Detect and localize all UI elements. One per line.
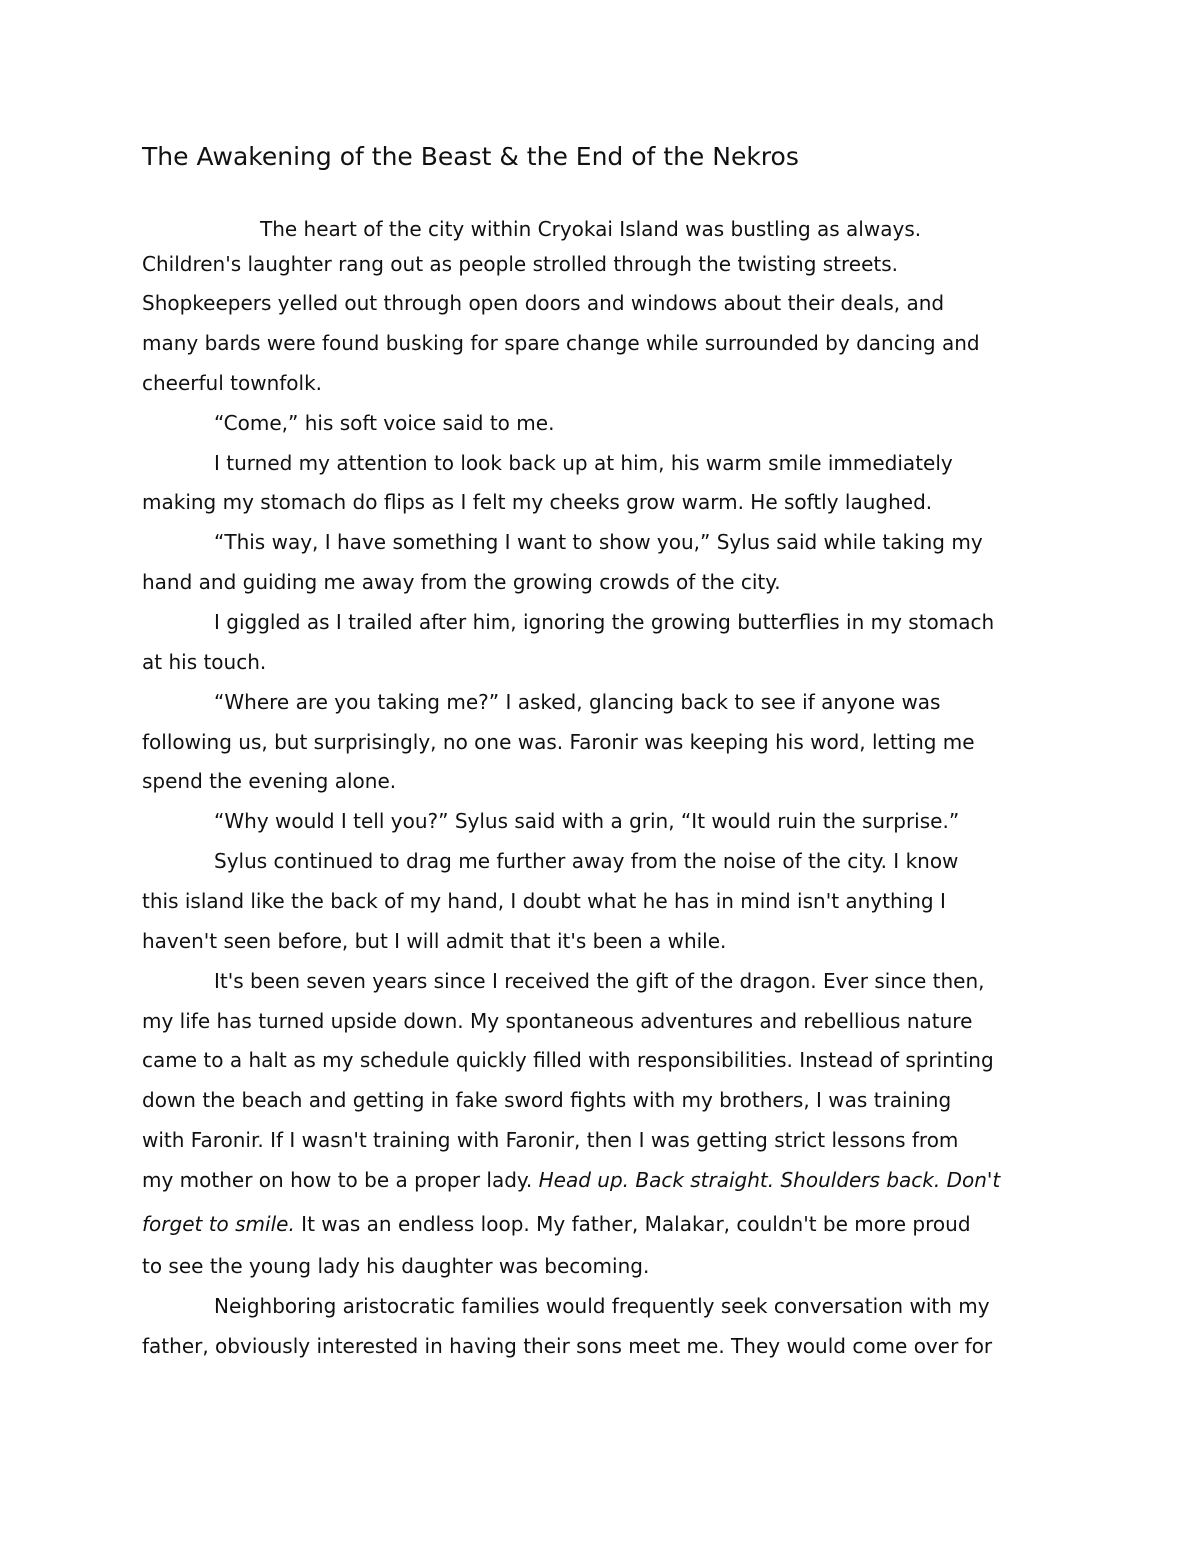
text-line-28: Neighboring aristocratic families would frequently seek conversation with my bbox=[214, 1294, 990, 1318]
text-line-19: haven't seen before, but I will admit that it's been a while. bbox=[142, 929, 727, 953]
text-line-5: cheerful townfolk. bbox=[142, 371, 323, 395]
text-line-10: hand and guiding me away from the growing crowds of the city. bbox=[142, 570, 781, 594]
text-line-9: “This way, I have something I want to show you,” Sylus said while taking my bbox=[214, 530, 983, 554]
text-line-24: with Faronir. If I wasn't training with Faronir, then I was getting strict lessons from bbox=[142, 1128, 959, 1152]
text-line-26-rest: It was an endless loop. My father, Malakar, couldn't be more proud bbox=[301, 1212, 971, 1236]
text-line-14: following us, but surprisingly, no one was. Faronir was keeping his word, letting me bbox=[142, 730, 975, 754]
text-line-29: father, obviously interested in having their sons meet me. They would come over for bbox=[142, 1334, 993, 1358]
text-line-1: The heart of the city within Cryokai Island was bustling as always. bbox=[260, 217, 922, 241]
text-line-25 bbox=[142, 1160, 1072, 1200]
text-line-6: “Come,” his soft voice said to me. bbox=[214, 411, 555, 435]
text-line-2: Children's laughter rang out as people strolled through the twisting streets. bbox=[142, 252, 899, 276]
text-line-7: I turned my attention to look back up at him, his warm smile immediately bbox=[214, 451, 953, 475]
text-line-18: this island like the back of my hand, I doubt what he has in mind isn't anything I bbox=[142, 889, 946, 913]
text-line-20: It's been seven years since I received the gift of the dragon. Ever since then, bbox=[214, 969, 985, 993]
text-line-21: my life has turned upside down. My spontaneous adventures and rebellious nature bbox=[142, 1009, 973, 1033]
emphasis-text-b: forget to smile. bbox=[142, 1212, 295, 1236]
text-line-8: making my stomach do flips as I felt my cheeks grow warm. He softly laughed. bbox=[142, 490, 933, 514]
text-line-13: “Where are you taking me?” I asked, glancing back to see if anyone was bbox=[214, 690, 941, 714]
text-line-12: at his touch. bbox=[142, 650, 267, 674]
text-line-15: spend the evening alone. bbox=[142, 769, 397, 793]
text-line-16: “Why would I tell you?” Sylus said with a grin, “It would ruin the surprise.” bbox=[214, 809, 960, 833]
emphasis-text-a: Head up. Back straight. Shoulders back. Don't bbox=[538, 1168, 1001, 1192]
text-line-17: Sylus continued to drag me further away from the noise of the city. I know bbox=[214, 849, 959, 873]
text-line-11: I giggled as I trailed after him, ignoring the growing butterflies in my stomach bbox=[214, 610, 995, 634]
document-title: The Awakening of the Beast & the End of the Nekros bbox=[142, 142, 799, 171]
text-line-22: came to a halt as my schedule quickly filled with responsibilities. Instead of sprinting bbox=[142, 1048, 994, 1072]
text-line-3: Shopkeepers yelled out through open doors and windows about their deals, and bbox=[142, 291, 945, 315]
text-line-4: many bards were found busking for spare change while surrounded by dancing and bbox=[142, 331, 980, 355]
text-line-27: to see the young lady his daughter was becoming. bbox=[142, 1254, 650, 1278]
text-line-23: down the beach and getting in fake sword fights with my brothers, I was training bbox=[142, 1088, 952, 1112]
text-line-25-plain: my mother on how to be a proper lady. bbox=[142, 1168, 533, 1192]
text-line-26 bbox=[142, 1204, 1072, 1244]
